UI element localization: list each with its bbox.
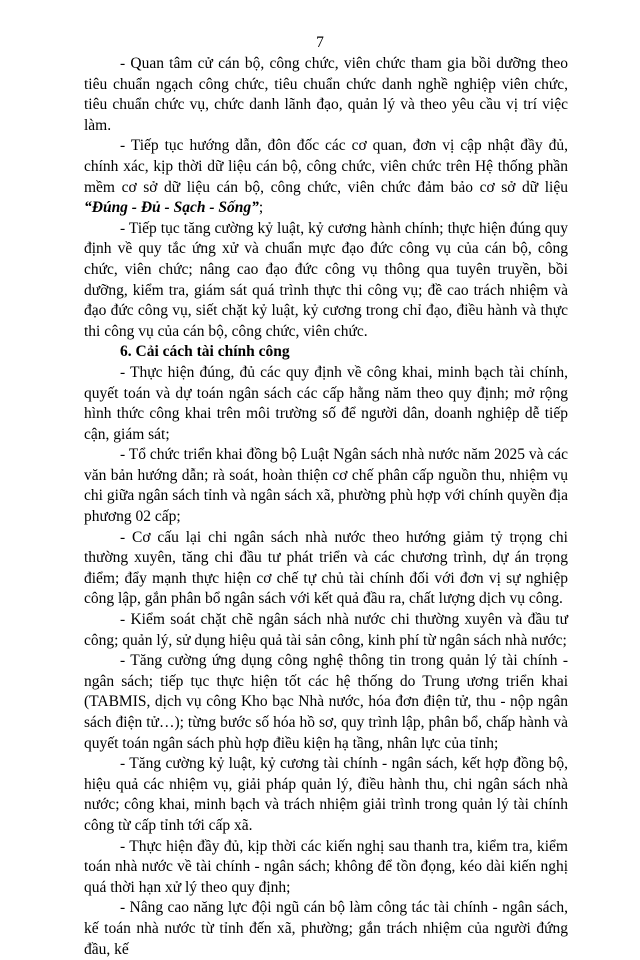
paragraph-training: - Quan tâm cử cán bộ, công chức, viên chức tham gia bồi dưỡng theo tiêu chuẩn ngạch công chức, tiêu chuẩn chức danh nghề nghiệp viên chức, tiêu chuẩn chức vụ, chức danh lãnh đạo, quản lý và theo yêu cầu vị trí việc làm. [84, 55, 568, 134]
paragraph-it: - Tăng cường ứng dụng công nghệ thông tin trong quản lý tài chính - ngân sách; tiếp tục thực hiện tốt các hệ thống do Trung ương triển khai (TABMIS, dịch vụ công Kho bạc Nhà nước, hóa đơn điện tử, thu - nộp ngân sách điện tử…); từng bước số hóa hồ sơ, quy trình lập, phân bổ, chấp hành và quyết toán ngân sách phù hợp điều kiện hạ tầng, nhân lực của tỉnh; [84, 652, 568, 752]
paragraph-recommendations: - Thực hiện đầy đủ, kịp thời các kiến nghị sau thanh tra, kiểm tra, kiểm toán nhà nước về tài chính - ngân sách; không để tồn đọng, kéo dài kiến nghị quá thời hạn xử lý theo quy định; [84, 837, 568, 896]
paragraph-budget-law: - Tổ chức triển khai đồng bộ Luật Ngân sách nhà nước năm 2025 và các văn bản hướng dẫn; rà soát, hoàn thiện cơ chế phân cấp nguồn thu, nhiệm vụ chi giữa ngân sách tỉnh và ngân sách xã, phường phù hợp với chính quyền địa phương 02 cấp; [84, 446, 568, 526]
paragraph-database-text: - Tiếp tục hướng dẫn, đôn đốc các cơ quan, đơn vị cập nhật đầy đủ, chính xác, kịp thời dữ liệu cán bộ, công chức, viên chức trên Hệ thống phần mềm cơ sở dữ liệu cán bộ, công chức, viên chức đảm bảo cơ sở dữ liệu [84, 137, 568, 196]
paragraph-transparency: - Thực hiện đúng, đủ các quy định về công khai, minh bạch tài chính, quyết toán và dự toán ngân sách các cấp hằng năm theo quy định; mở rộng hình thức công khai trên môi trường số để người dân, doanh nghiệp dễ tiếp cận, giám sát; [84, 363, 568, 443]
page-number: 7 [316, 34, 324, 51]
slogan-tail: ; [258, 199, 264, 217]
document-body [84, 54, 568, 960]
paragraph-database [84, 136, 568, 218]
slogan-emphasis: “Đúng - Đủ - Sạch - Sống” [84, 199, 259, 217]
paragraph-finance-discipline: - Tăng cường kỷ luật, kỷ cương tài chính - ngân sách, kết hợp đồng bộ, hiệu quả các nhiệm vụ, giải pháp quản lý, điều hành thu, chi ngân sách nhà nước; công khai, minh bạch và trách nhiệm giải trình trong quản lý tài chính công từ cấp tỉnh tới cấp xã. [84, 755, 568, 834]
paragraph-discipline: - Tiếp tục tăng cường kỷ luật, kỷ cương hành chính; thực hiện đúng quy định về quy tắc ứng xử và chuẩn mực đạo đức công vụ của cán bộ, công chức, viên chức; nâng cao đạo đức công vụ thông qua tuyên truyền, bồi dưỡng, kiểm tra, giám sát quá trình thực thi công vụ; đề cao trách nhiệm và đạo đức công vụ, siết chặt kỷ luật, kỷ cương trong chỉ đạo, điều hành và thực thi công vụ của cán bộ, công chức, viên chức. [84, 219, 568, 340]
section-heading-public-finance: 6. Cải cách tài chính công [120, 343, 290, 361]
paragraph-capacity: - Nâng cao năng lực đội ngũ cán bộ làm công tác tài chính - ngân sách, kế toán nhà nước từ tỉnh đến xã, phường; gắn trách nhiệm của người đứng đầu, kế [84, 899, 568, 958]
paragraph-control: - Kiểm soát chặt chẽ ngân sách nhà nước chi thường xuyên và đầu tư công; quản lý, sử dụng hiệu quả tài sản công, kinh phí từ ngân sách nhà nước; [84, 611, 568, 649]
paragraph-restructure: - Cơ cấu lại chi ngân sách nhà nước theo hướng giảm tỷ trọng chi thường xuyên, tăng chi đầu tư phát triển và các chương trình, dự án trọng điểm; đẩy mạnh thực hiện cơ chế tự chủ tài chính đối với đơn vị sự nghiệp công lập, gắn phân bổ ngân sách với kết quả đầu ra, chất lượng dịch vụ công. [84, 528, 568, 608]
